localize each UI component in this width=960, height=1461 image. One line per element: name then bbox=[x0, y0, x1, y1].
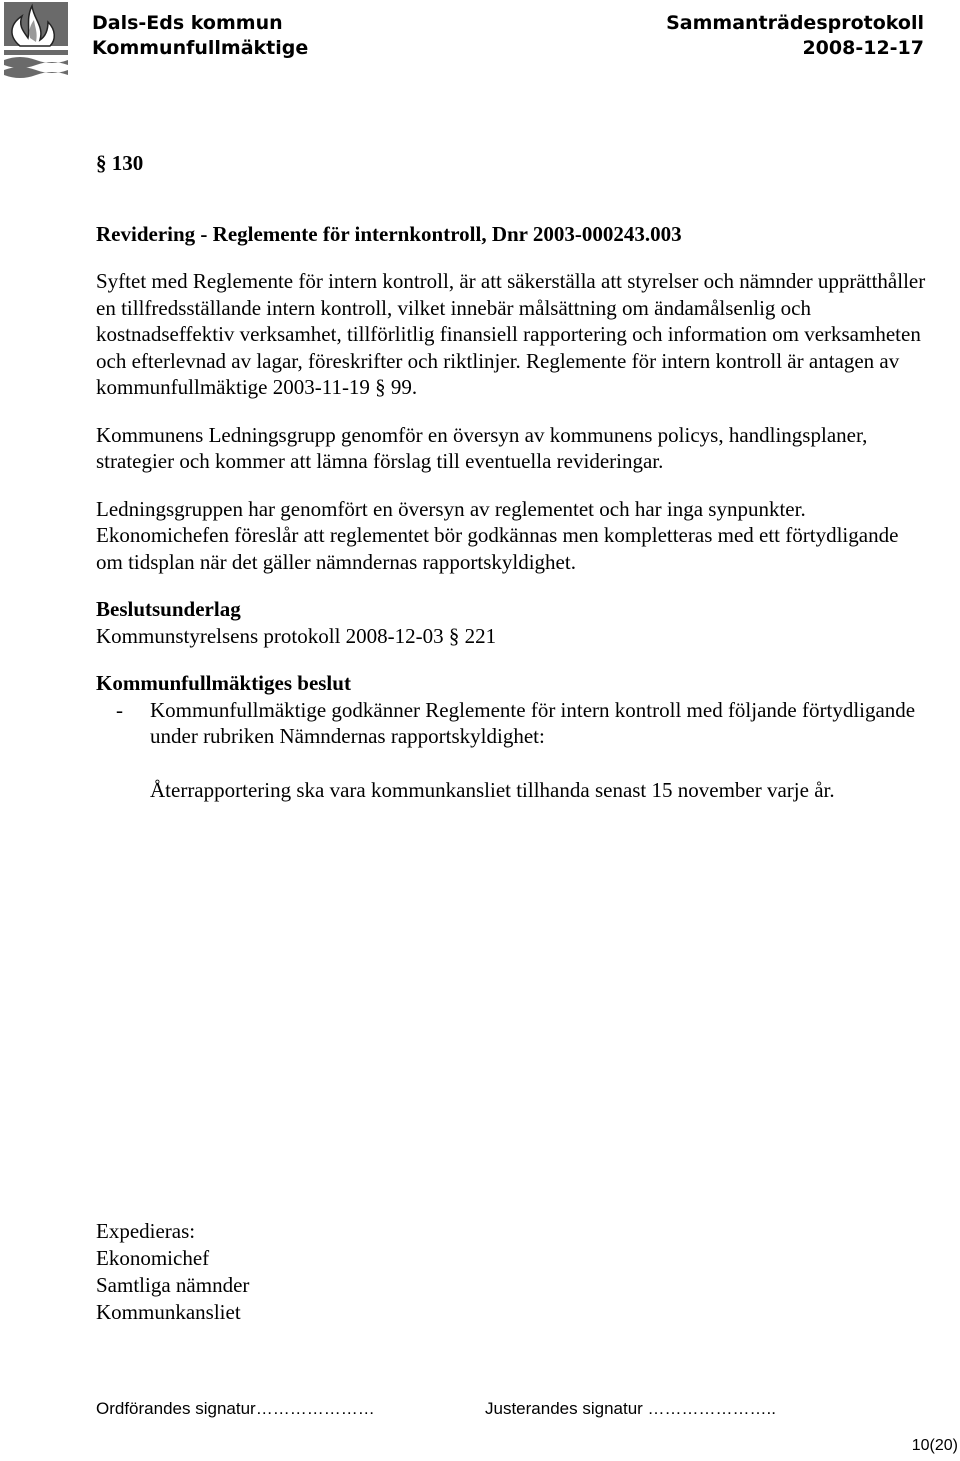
decision-text: Kommunfullmäktige godkänner Reglemente för intern kontroll med följande förtydligande under rubriken Nämndernas rapportskyldighet: bbox=[150, 697, 916, 748]
chair-signature-line: Ordförandes signatur………………… bbox=[96, 1399, 375, 1418]
municipality-logo bbox=[0, 0, 72, 82]
section-number: § 130 bbox=[96, 151, 144, 175]
paragraph-purpose: Syftet med Reglemente för intern kontroll, är att säkerställa att styrelser och nämnder upprätthåller en tillfredsställande intern kontroll, vilket innebär målsättning om ändamålsenlig och kostnadseffektiv verksamhet, tillförlitlig finansiell rapportering och information om verksamheten och efterlevnad av lagar, föreskrifter och riktlinjer. Reglemente för intern kontroll är antagen av kommunfullmäktige 2003-11-19 § 99. bbox=[96, 269, 926, 399]
decision-heading: Kommunfullmäktiges beslut bbox=[96, 671, 351, 695]
distribution-recipient: Samtliga nämnder bbox=[96, 1273, 250, 1297]
distribution-recipient: Ekonomichef bbox=[96, 1246, 210, 1270]
decision-quote: Återrapportering ska vara kommunkansliet tillhanda senast 15 november varje år. bbox=[150, 777, 835, 802]
decision-item bbox=[96, 697, 926, 750]
document-date: 2008-12-17 bbox=[802, 37, 924, 59]
distribution-recipient: Kommunkansliet bbox=[96, 1300, 241, 1324]
document-type: Sammanträdesprotokoll bbox=[666, 12, 924, 34]
beslutsunderlag-heading: Beslutsunderlag bbox=[96, 597, 241, 621]
document-body bbox=[96, 150, 926, 803]
beslutsunderlag-text: Kommunstyrelsens protokoll 2008-12-03 § 221 bbox=[96, 623, 497, 648]
department-name: Kommunfullmäktige bbox=[92, 37, 309, 59]
distribution-list bbox=[96, 1218, 249, 1326]
distribution-label: Expedieras: bbox=[96, 1219, 196, 1243]
adjuster-signature-line: Justerandes signatur ………………….. bbox=[485, 1399, 776, 1418]
paragraph-proposal: Ledningsgruppen har genomfört en översyn av reglementet och har inga synpunkter. Ekonomichefen föreslår att reglementet bör godkännas men kompletteras med ett förtydligande om tidsplan när det gäller nämndernas rapportskyldighet. bbox=[96, 496, 899, 574]
paragraph-review: Kommunens Ledningsgrupp genomför en översyn av kommunens policys, handlingsplaner, strategier och kommer att lämna förslag till eventuella revideringar. bbox=[96, 422, 868, 473]
item-title: Revidering - Reglemente för internkontroll, Dnr 2003-000243.003 bbox=[96, 221, 682, 246]
decision-dash: - bbox=[116, 697, 123, 722]
page-number: 10(20) bbox=[911, 1437, 958, 1454]
organization-name: Dals-Eds kommun bbox=[92, 12, 283, 34]
